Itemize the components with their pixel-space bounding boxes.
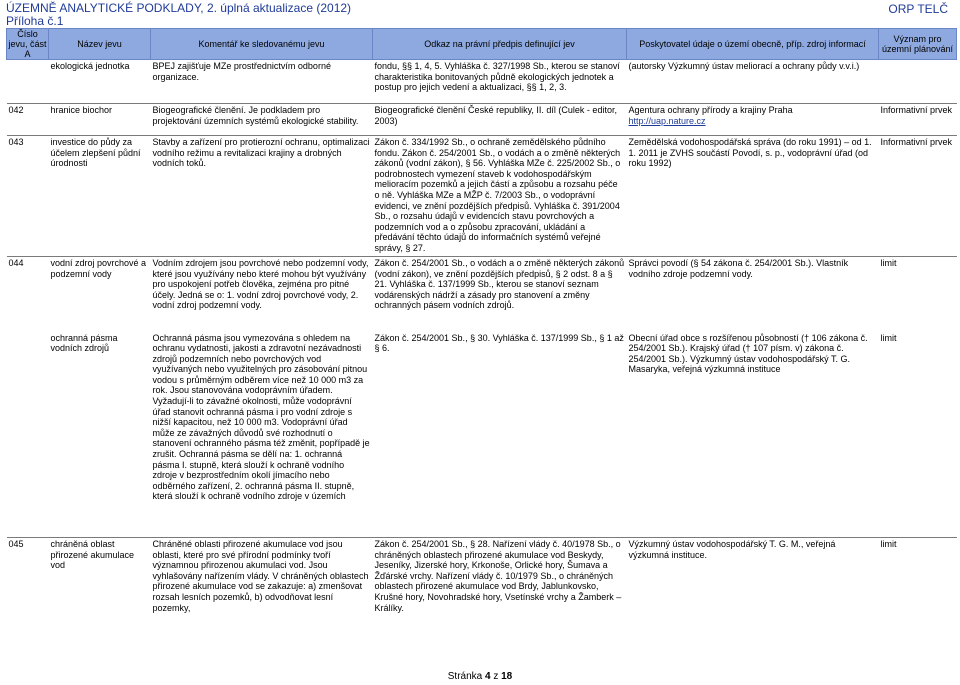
table-row <box>7 257 957 332</box>
phenomena-table <box>6 28 957 628</box>
row-number: 043 <box>7 136 49 257</box>
row-name: vodní zdroj povrchové a podzemní vody <box>50 258 147 279</box>
header-title: ÚZEMNĚ ANALYTICKÉ PODKLADY, 2. úplná aktualizace (2012) <box>6 1 352 15</box>
row-name: hranice biochor <box>49 104 151 136</box>
row-law: fondu, §§ 1, 4, 5. Vyhláška č. 327/1998 Sb., kterou se stanoví charakteristika bonitovaných půdně ekologických jednotek a postup pro jejich vedení a aktualizaci, §§ 1, 2, 3. <box>373 60 627 104</box>
row-number <box>7 60 49 104</box>
row-law: Zákon č. 254/2001 Sb., § 28. Nařízení vlády č. 40/1978 Sb., o chráněných oblastech přirozené akumulace vod Beskydy, Jeseníky, Jizerské hory, Krkonoše, Orlické hory, Šumava a Žďárské vrchy. Nařízení vlády č. 10/1979 Sb., o chráněných oblastech přirozené akumulace vod Brdy, Jablunkovsko, Krušné hory, Novohradské hory, Vsetínské vrchy a Žamberk – Králíky. <box>374 539 622 613</box>
row-provider: Výzkumný ústav vodohospodářský T. G. M., veřejná výzkumná instituce. <box>628 539 836 560</box>
col-header-provider: Poskytovatel údaje o území obecně, příp. zdroj informací <box>627 29 879 60</box>
col-header-meaning: Význam pro územní plánování <box>879 29 957 60</box>
header-org: ORP TELČ <box>888 2 948 16</box>
row-meaning: Informativní prvek <box>879 136 957 257</box>
row-comment: BPEJ zajišťuje MZe prostřednictvím odborné organizace. <box>151 60 373 104</box>
row-comment: Vodním zdrojem jsou povrchové nebo podzemní vody, které jsou využívány nebo které mohou být využívány pro uspokojení potřeb člověka, zejména pro pitné účely. Jedná se o: 1. vodní zdroj povrchové vody, 2. vodní zdroj podzemní vody. <box>152 258 369 311</box>
page-footer <box>0 671 960 682</box>
row-name: chráněná oblast přirozené akumulace vod <box>50 539 135 571</box>
row-provider <box>627 104 879 136</box>
col-header-law: Odkaz na právní předpis definující jev <box>373 29 627 60</box>
row-number: 044 <box>8 258 24 268</box>
row-law: Zákon č. 334/1992 Sb., o ochraně zemědělského půdního fondu. Zákon č. 254/2001 Sb., o vodách a o změně některých zákonů (vodní zákon), § 56. Vyhláška MZe č. 225/2002 Sb., o podrobnostech vymezení staveb k vodohospodářským melioracím pozemků a jejich částí a způsobu a rozsahu péče o ně. Vyhláška MZe a MŽP č. 7/2003 Sb., o vodoprávní evidenci, ve znění pozdějších předpisů. Vyhláška č. 391/2004 Sb., o rozsahu údajů v evidencích stavu povrchových a podzemních vod a o způsobu zpracování, ukládání a předávání těchto údajů do informačních systémů veřejné správy, § 27. <box>373 136 627 257</box>
footer-prefix: Stránka <box>447 671 485 682</box>
col-header-name: Název jevu <box>49 29 151 60</box>
row-comment: Ochranná pásma jsou vymezována s ohledem na ochranu vydatnosti, jakosti a zdravotní nezávadnosti zdrojů podzemních nebo povrchových vod využívaných nebo využitelných pro zásobování pitnou vodou s průměrným odběrem více než 10 000 m3 za rok. Jsou stanovována vodoprávním úřadem. Vyžadují-li to závažné okolnosti, může vodoprávní úřad stanovit ochranná pásma i pro vodní zdroje s nižší kapacitou, než 10 000 m3. Vodoprávní úřad může ze závažných důvodů své rozhodnutí o stanovení ochranného pásma též změnit, popřípadě je zrušit. Ochranná pásma se dělí na: 1. ochranná pásma I. stupně, která slouží k ochraně vodního zdroje v bezprostředním okolí jímacího nebo odběrného zařízení, 2. ochranná pásma II. stupně, která slouží k ochraně vodního zdroje v územích <box>151 332 373 538</box>
table-row <box>7 104 957 136</box>
provider-text: (autorsky Výzkumný ústav meliorací a ochrany půdy v.v.i.) <box>628 61 860 71</box>
table-row <box>7 136 957 257</box>
provider-link[interactable]: http://uap.nature.cz <box>628 115 706 126</box>
row-meaning <box>879 60 957 104</box>
col-header-number: Číslo jevu, část A <box>8 29 47 59</box>
row-number: 042 <box>7 104 49 136</box>
provider-text: Agentura ochrany přírody a krajiny Praha <box>628 105 793 115</box>
row-provider: Zemědělská vodohospodářská správa (do roku 1991) – od 1. 1. 2011 je ZVHS součástí Povodí, s. p., vodoprávní úřad (od roku 1992) <box>627 136 879 257</box>
row-provider: Obecní úřad obce s rozšířenou působností († 106 zákona č. 254/2001 Sb.). Krajský úřad († 107 písm. v) zákona č. 254/2001 Sb.). Výzkumný ústav vodohospodářský T. G. Masaryka, veřejná výzkumná instituce <box>627 332 879 538</box>
col-header-comment: Komentář ke sledovanému jevu <box>151 29 373 60</box>
row-name: ochranná pásma vodních zdrojů <box>49 332 151 538</box>
row-law: Biogeografické členění České republiky, II. díl (Culek - editor, 2003) <box>373 104 627 136</box>
row-comment: Stavby a zařízení pro protierozní ochranu, optimalizaci vodního režimu a revitalizaci krajiny a drobných vodních toků. <box>151 136 373 257</box>
table-row <box>7 332 957 538</box>
row-number: 045 <box>8 539 24 549</box>
table-row <box>7 60 957 104</box>
row-name: investice do půdy za účelem zlepšení půdní úrodnosti <box>49 136 151 257</box>
header-subtitle: Příloha č.1 <box>6 14 64 28</box>
footer-page-number: 4 <box>485 671 491 682</box>
document-header <box>6 2 351 28</box>
row-comment: Chráněné oblasti přirozené akumulace vod jsou oblasti, které pro své přírodní podmínky tvoří významnou přirozenou akumulaci vod. Jsou vyhlašovány nařízením vlády. V chráněných oblastech přirozené akumulace vod se zakazuje: a) zmenšovat rozsah lesních pozemků, b) odvodňovat lesní pozemky, <box>152 539 369 613</box>
row-provider <box>627 60 879 104</box>
row-name: ekologická jednotka <box>49 60 151 104</box>
row-number <box>7 332 49 538</box>
row-comment: Biogeografické členění. Je podkladem pro projektování územních systémů ekologické stability. <box>151 104 373 136</box>
row-law: Zákon č. 254/2001 Sb., o vodách a o změně některých zákonů (vodní zákon), ve znění pozdějších předpisů, § 2 odst. 8 a § 21. Vyhláška č. 137/1999 Sb., kterou se stanoví seznam vodárenských nádrží a zásady pro stanovení a změny ochranných pásem vodních zdrojů. <box>374 258 625 311</box>
row-law: Zákon č. 254/2001 Sb., § 30. Vyhláška č. 137/1999 Sb., § 1 až § 6. <box>373 332 627 538</box>
row-meaning: limit <box>879 332 957 538</box>
row-meaning: limit <box>880 258 897 268</box>
footer-page-total: 18 <box>501 671 513 682</box>
footer-separator: z <box>490 671 502 682</box>
row-meaning: Informativní prvek <box>879 104 957 136</box>
row-provider: Správci povodí (§ 54 zákona č. 254/2001 Sb.). Vlastník vodního zdroje podzemní vody. <box>628 258 849 279</box>
table-header-row <box>7 29 957 60</box>
table-row <box>7 538 957 628</box>
row-meaning: limit <box>880 539 897 549</box>
